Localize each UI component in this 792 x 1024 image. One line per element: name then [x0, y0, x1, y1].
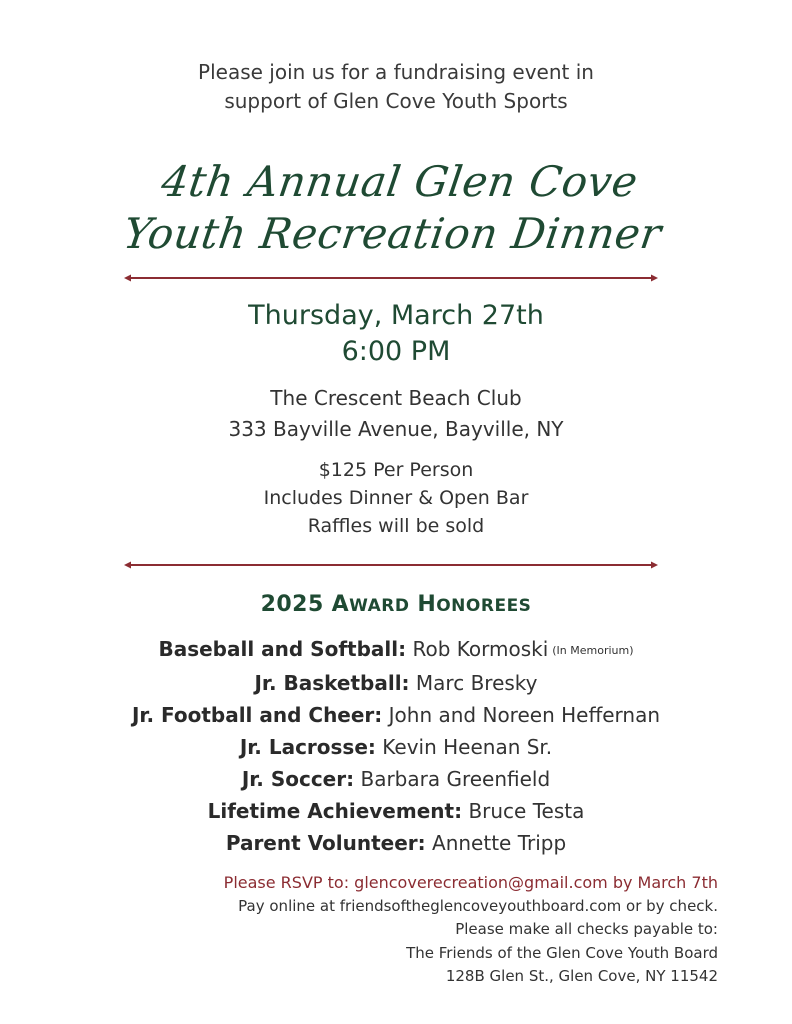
event-title	[0, 156, 792, 260]
honoree-category: Jr. Soccer:	[241, 767, 355, 791]
footer-info	[224, 871, 718, 989]
honoree-category: Jr. Football and Cheer:	[131, 703, 383, 727]
venue-address: 333 Bayville Avenue, Bayville, NY	[228, 417, 564, 441]
event-price	[0, 456, 792, 540]
event-date: Thursday, March 27th	[248, 300, 544, 331]
price-per-person: $125 Per Person	[318, 459, 474, 481]
divider-middle	[124, 560, 658, 570]
intro-text	[0, 58, 792, 116]
honoree-category: Baseball and Softball:	[158, 637, 407, 661]
pay-online-text: Pay online at friendsoftheglencoveyouthboard.com or by check.	[238, 896, 718, 915]
event-venue	[0, 383, 792, 445]
honoree-category: Lifetime Achievement:	[207, 799, 463, 823]
honoree-category: Jr. Basketball:	[254, 671, 410, 695]
honoree-note: (In Memorium)	[552, 644, 634, 657]
honoree-name: John and Noreen Heffernan	[388, 703, 661, 727]
honoree-name: Bruce Testa	[468, 799, 585, 823]
payee-name: The Friends of the Glen Cove Youth Board	[406, 943, 718, 962]
divider-top	[124, 273, 658, 283]
intro-line-2: support of Glen Cove Youth Sports	[224, 89, 568, 113]
honoree-row	[0, 795, 792, 827]
intro-line-1: Please join us for a fundraising event in	[198, 60, 594, 84]
event-title-line-2: Youth Recreation Dinner	[120, 209, 665, 258]
venue-name: The Crescent Beach Club	[270, 386, 522, 410]
honoree-row	[0, 827, 792, 859]
honorees-heading-a-initial: A	[331, 592, 350, 617]
checks-payable-text: Please make all checks payable to:	[455, 920, 718, 938]
honorees-heading-year: 2025	[260, 592, 324, 617]
honoree-row	[0, 731, 792, 763]
honoree-row	[0, 699, 792, 731]
payee-address: 128B Glen St., Glen Cove, NY 11542	[445, 967, 718, 985]
honoree-name: Barbara Greenfield	[360, 767, 551, 791]
honoree-name: Kevin Heenan Sr.	[382, 735, 553, 759]
honorees-heading-h-initial: H	[417, 592, 437, 617]
honoree-name: Marc Bresky	[415, 671, 538, 695]
event-time: 6:00 PM	[341, 336, 451, 367]
honorees-list	[0, 633, 792, 859]
honorees-heading-h-rest: ONOREES	[436, 596, 532, 616]
honoree-category: Jr. Lacrosse:	[239, 735, 376, 759]
honoree-row	[0, 633, 792, 667]
price-includes: Includes Dinner & Open Bar	[263, 487, 529, 509]
honoree-row	[0, 667, 792, 699]
honorees-heading-a-rest: WARD	[349, 596, 410, 616]
honoree-category: Parent Volunteer:	[225, 831, 426, 855]
honoree-name: Annette Tripp	[432, 831, 567, 855]
raffles-note: Raffles will be sold	[307, 515, 485, 537]
honoree-name: Rob Kormoski	[412, 637, 549, 661]
honorees-heading	[0, 589, 792, 621]
event-datetime	[0, 298, 792, 370]
honoree-row	[0, 763, 792, 795]
event-title-line-1: 4th Annual Glen Cove	[158, 157, 641, 206]
rsvp-text: Please RSVP to: glencoverecreation@gmail.com by March 7th	[223, 873, 718, 892]
